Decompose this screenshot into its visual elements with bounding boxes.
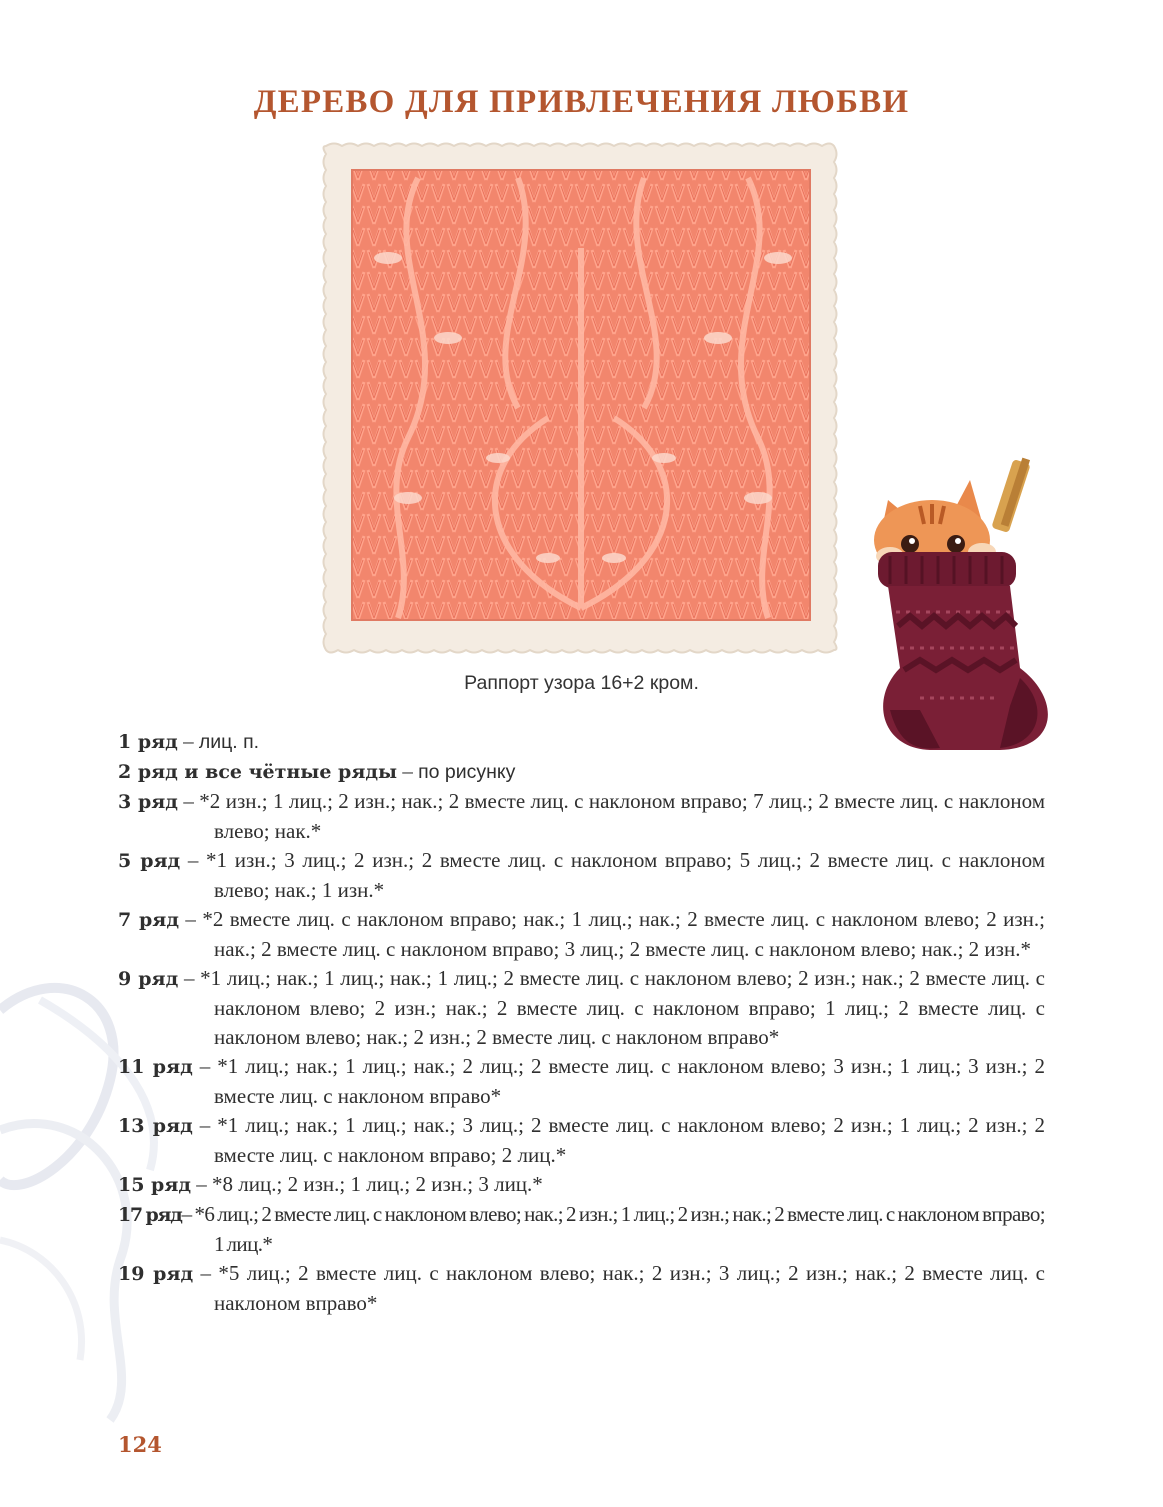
row-label: 1 ряд — [118, 731, 178, 753]
knitted-sample-photo — [318, 138, 842, 662]
row-19: 19 ряд – *5 лиц.; 2 вместе лиц. с наклоном влево; нак.; 2 изн.; 3 лиц.; 2 изн.; нак.; 2 вместе лиц. с наклоном вправо* — [118, 1261, 1045, 1315]
row-3: 3 ряд – *2 изн.; 1 лиц.; 2 изн.; нак.; 2 вместе лиц. с наклоном вправо; 7 лиц.; 2 вместе лиц. с наклоном влево; нак.* — [118, 789, 1046, 843]
cat-in-sock-icon — [860, 448, 1060, 758]
row-15: 15 ряд – *8 лиц.; 2 изн.; 1 лиц.; 2 изн.; 3 лиц.* — [118, 1172, 543, 1196]
row-text: по рисунку — [418, 761, 516, 783]
page-title: ДЕРЕВО ДЛЯ ПРИВЛЕЧЕНИЯ ЛЮБВИ — [253, 84, 910, 120]
row-text: *1 лиц.; нак.; 1 лиц.; нак.; 3 лиц.; 2 вместе лиц. с наклоном влево; 2 изн.; 1 лиц.; 2 изн.; 2 вместе лиц. с наклоном вправо; 2 лиц.* — [214, 1113, 1045, 1167]
row-label: 3 ряд — [118, 791, 178, 813]
row-label: 19 ряд — [118, 1263, 194, 1285]
row-7: 7 ряд – *2 вместе лиц. с наклоном вправо; нак.; 1 лиц.; нак.; 2 вместе лиц. с наклоном влево; 2 изн.; нак.; 2 вместе лиц. с наклоном вправо; 3 лиц.; 2 вместе лиц. с наклоном влево; нак.; 2 изн.* — [118, 907, 1045, 961]
row-text: *1 лиц.; нак.; 1 лиц.; нак.; 2 лиц.; 2 вместе лиц. с наклоном влево; 3 изн.; 1 лиц.; 3 изн.; 2 вместе лиц. с наклоном вправо* — [214, 1054, 1045, 1108]
knitting-instructions — [118, 727, 1045, 1318]
pattern-caption: Раппорт узора 16+2 кром. — [464, 672, 699, 694]
row-13: 13 ряд – *1 лиц.; нак.; 1 лиц.; нак.; 3 лиц.; 2 вместе лиц. с наклоном влево; 2 изн.; 1 лиц.; 2 изн.; 2 вместе лиц. с наклоном вправо; 2 лиц.* — [118, 1113, 1045, 1167]
row-text: *2 изн.; 1 лиц.; 2 изн.; нак.; 2 вместе лиц. с наклоном вправо; 7 лиц.; 2 вместе лиц. с наклоном влево; нак.* — [199, 789, 1046, 843]
row-label: 7 ряд — [118, 909, 179, 931]
row-text: *1 лиц.; нак.; 1 лиц.; нак.; 1 лиц.; 2 вместе лиц. с наклоном влево; 2 изн.; нак.; 2 вместе лиц. с наклоном влево; 2 изн.; нак.; 2 вместе лиц. с наклоном вправо; 1 лиц.; 2 вместе лиц. с наклоном влево; нак.; 2 изн.; 2 вместе лиц. с наклоном вправо* — [200, 966, 1045, 1049]
row-label: 13 ряд — [118, 1115, 193, 1137]
row-label: 2 ряд и все чётные ряды — [118, 761, 398, 783]
row-text: *8 лиц.; 2 изн.; 1 лиц.; 2 изн.; 3 лиц.* — [212, 1172, 543, 1196]
row-text: *6 лиц.; 2 вместе лиц. с наклоном влево; нак.; 2 изн.; 1 лиц.; 2 изн.; нак.; 2 вместе лиц. с наклоном вправо; 1 лиц.* — [194, 1202, 1045, 1256]
row-5: 5 ряд – *1 изн.; 3 лиц.; 2 изн.; 2 вместе лиц. с наклоном вправо; 5 лиц.; 2 вместе лиц. с наклоном влево; нак.; 1 изн.* — [118, 848, 1046, 902]
row-label: 9 ряд — [118, 968, 179, 990]
page-number: 124 — [118, 1432, 162, 1457]
row-17: 17 ряд– *6 лиц.; 2 вместе лиц. с наклоном влево; нак.; 2 изн.; 1 лиц.; 2 изн.; нак.; 2 вместе лиц. с наклоном вправо; 1 лиц.* — [118, 1202, 1045, 1256]
row-label: 15 ряд — [118, 1174, 192, 1196]
row-text: лиц. п. — [198, 731, 260, 753]
row-2: 2 ряд и все чётные ряды – по рисунку — [118, 759, 516, 783]
row-1: 1 ряд – лиц. п. — [118, 729, 260, 753]
row-label: 17 ряд — [118, 1204, 182, 1226]
row-text: *5 лиц.; 2 вместе лиц. с наклоном влево; нак.; 2 изн.; 3 лиц.; 2 изн.; нак.; 2 вместе лиц. с наклоном вправо* — [214, 1261, 1045, 1315]
row-label: 11 ряд — [118, 1056, 193, 1078]
row-label: 5 ряд — [118, 850, 181, 872]
row-text: *2 вместе лиц. с наклоном вправо; нак.; 1 лиц.; нак.; 2 вместе лиц. с наклоном влево; 2 изн.; нак.; 2 вместе лиц. с наклоном вправо; 3 лиц.; 2 вместе лиц. с наклоном влево; нак.; 2 изн.* — [202, 907, 1045, 961]
row-9: 9 ряд – *1 лиц.; нак.; 1 лиц.; нак.; 1 лиц.; 2 вместе лиц. с наклоном влево; 2 изн.; нак.; 2 вместе лиц. с наклоном влево; 2 изн.; нак.; 2 вместе лиц. с наклоном вправо; 1 лиц.; 2 вместе лиц. с наклоном влево; нак.; 2 изн.; 2 вместе лиц. с наклоном вправо* — [118, 966, 1045, 1049]
row-11: 11 ряд – *1 лиц.; нак.; 1 лиц.; нак.; 2 лиц.; 2 вместе лиц. с наклоном влево; 3 изн.; 1 лиц.; 3 изн.; 2 вместе лиц. с наклоном вправо* — [118, 1054, 1045, 1108]
row-text: *1 изн.; 3 лиц.; 2 изн.; 2 вместе лиц. с наклоном вправо; 5 лиц.; 2 вместе лиц. с наклоном влево; нак.; 1 изн.* — [206, 848, 1046, 902]
